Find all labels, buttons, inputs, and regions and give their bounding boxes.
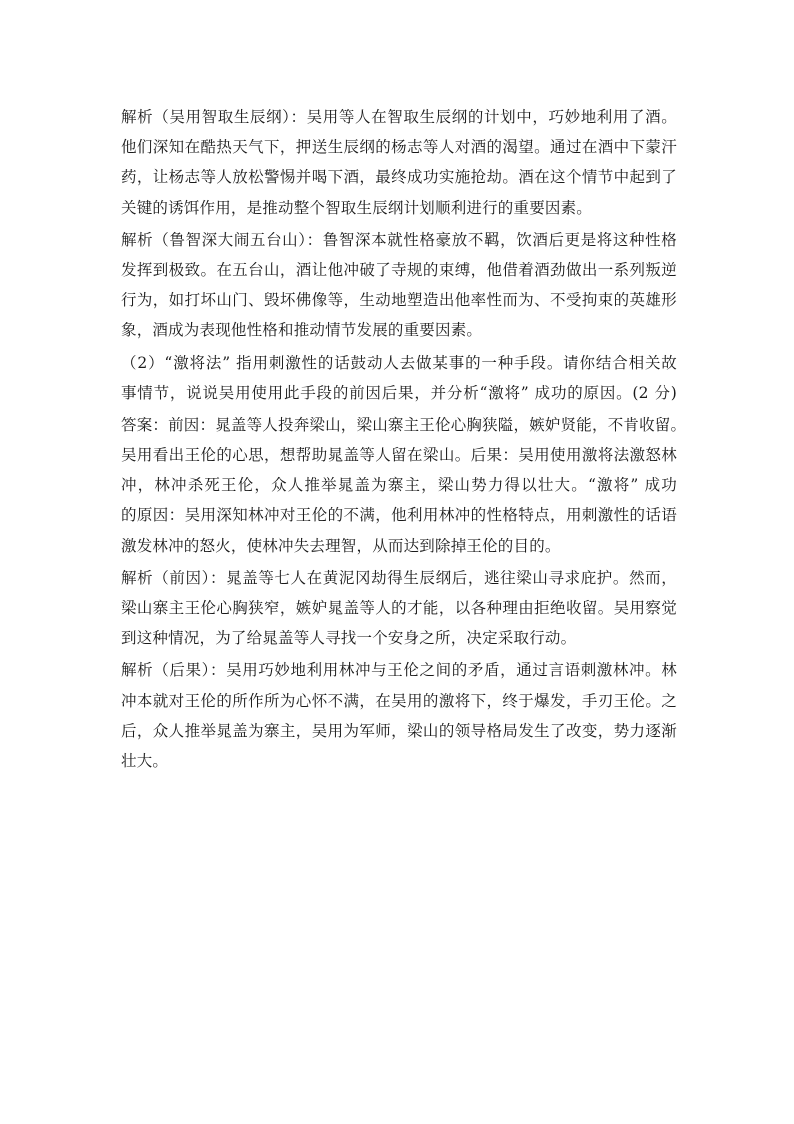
text-line: 答案：前因：晁盖等人投奔梁山，梁山寨主王伦心胸狭隘，嫉妒贤能，不肯收留。 <box>121 415 687 434</box>
text-line: 事情节，说说吴用使用此手段的前因后果，并分析“激将” 成功的原因。(2 分) <box>121 383 677 402</box>
text-line: 激发林冲的怒火，使林冲失去理智，从而达到除掉王伦的目的。 <box>121 536 561 555</box>
text-line: 发挥到极致。在五台山，酒让他冲破了寺规的束缚，他借着酒劲做出一系列叛逆 <box>121 260 677 279</box>
paragraph-analysis-cause <box>121 563 677 654</box>
paragraph-analysis-consequence <box>121 655 677 776</box>
text-line: 的原因：吴用深知林冲对王伦的不满，他利用林冲的性格特点，用刺激性的话语 <box>121 506 677 525</box>
paragraph-question-2 <box>121 348 677 408</box>
text-line: 吴用看出王伦的心思，想帮助晁盖等人留在梁山。后果：吴用使用激将法激怒林 <box>121 446 677 465</box>
text-line: 解析（后果）：吴用巧妙地利用林冲与王伦之间的矛盾，通过言语刺激林冲。林 <box>121 661 677 680</box>
text-line: 行为，如打坏山门、毁坏佛像等，生动地塑造出他率性而为、不受拘束的英雄形 <box>121 291 677 310</box>
text-line: 关键的诱饵作用，是推动整个智取生辰纲计划顺利进行的重要因素。 <box>121 198 593 217</box>
text-line: 解析（吴用智取生辰纲）：吴用等人在智取生辰纲的计划中，巧妙地利用了酒。 <box>121 108 677 126</box>
text-line: 解析（前因）：晁盖等七人在黄泥冈劫得生辰纲后，逃往梁山寻求庇护。然而， <box>121 568 677 587</box>
paragraph-answer <box>121 410 687 561</box>
text-line: 冲，林冲杀死王伦，众人推举晁盖为寨主，梁山势力得以壮大。“激将” 成功 <box>121 476 677 495</box>
paragraph-analysis-zhiqu-shengchengang <box>121 102 677 223</box>
text-line: 后，众人推举晁盖为寨主，吴用为军师，梁山的领导格局发生了改变，势力逐渐 <box>121 721 677 740</box>
text-line: 他们深知在酷热天气下，押送生辰纲的杨志等人对酒的渴望。通过在酒中下蒙汗 <box>121 138 677 157</box>
text-line: 壮大。 <box>121 751 169 770</box>
text-line: 冲本就对王伦的所作所为心怀不满，在吴用的激将下，终于爆发，手刃王伦。之 <box>121 691 677 710</box>
paragraph-analysis-wutaishan <box>121 225 677 346</box>
text-line: 解析（鲁智深大闹五台山）：鲁智深本就性格豪放不羁，饮酒后更是将这种性格 <box>121 230 677 249</box>
text-line: 象，酒成为表现他性格和推动情节发展的重要因素。 <box>121 321 483 340</box>
text-line: 药，让杨志等人放松警惕并喝下酒，最终成功实施抢劫。酒在这个情节中起到了 <box>121 168 677 187</box>
text-line: 到这种情况，为了给晁盖等人寻找一个安身之所，决定采取行动。 <box>121 629 577 648</box>
text-line: （2）“激将法” 指用刺激性的话鼓动人去做某事的一种手段。请你结合相关故 <box>121 353 677 372</box>
document-page <box>121 102 687 776</box>
text-line: 梁山寨主王伦心胸狭窄，嫉妒晁盖等人的才能，以各种理由拒绝收留。吴用察觉 <box>121 599 677 617</box>
